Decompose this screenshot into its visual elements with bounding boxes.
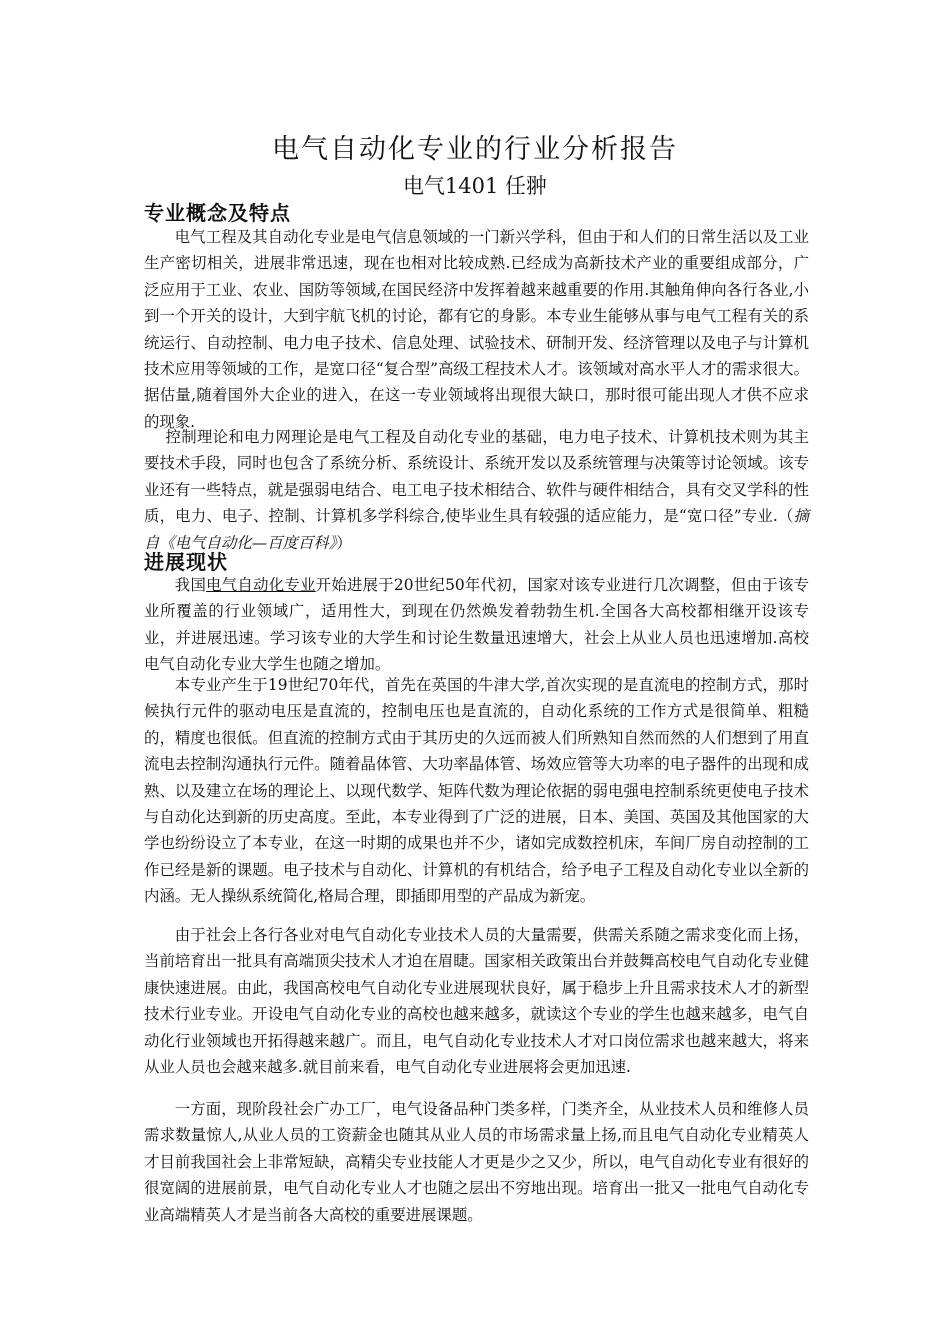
section-heading-progress: 进展现状	[144, 550, 228, 574]
paragraph-concept-1: 电气工程及其自动化专业是电气信息领域的一门新兴学科，但由于和人们的日常生活以及工业生产密切相关，进展非常迅速，现在也相对比较成熟.已经成为高新技术产业的重要组成部分，广泛应用于工业、农业、国防等领域,在国民经济中发挥着越来越重要的作用.其触角伸向各行各业,小到一个开关的设计，大到宇航飞机的讨论，都有它的身影。本专业生能够从事与电气工程有关的系统运行、自动控制、电力电子技术、信息处理、试验技术、研制开发、经济管理以及电子与计算机技术应用等领域的工作，是宽口径“复合型”高级工程技术人才。该领域对高水平人才的需求很大。据估量,随着国外大企业的进入，在这一专业领域将出现很大缺口，那时很可能出现人才供不应求的现象.	[144, 228, 809, 431]
paragraph-concept-2	[144, 424, 809, 556]
citation-close: ）	[336, 533, 352, 552]
paragraph-progress-2: 本专业产生于19世纪70年代，首先在英国的牛津大学,首次实现的是直流电的控制方式，那时候执行元件的驱动电压是直流的，控制电压也是直流的，自动化系统的工作方式是很简单、粗糙的，精度也很低。但直流的控制方式由于其历史的久远而被人们所熟知自然而然的人们想到了用直流电去控制沟通执行元件。随着晶体管、大功率晶体管、场效应管等大功率的电子器件的出现和成熟、以及建立在场的理论上、以现代数学、矩阵代数为理论依据的弱电强电控制系统更使电子技术与自动化达到新的历史高度。至此，本专业得到了广泛的进展，日本、美国、英国及其他国家的大学也纷纷设立了本专业，在这一时期的成果也并不少，诸如完成数控机床，车间厂房自动控制的工作已经是新的课题。电子技术与自动化、计算机的有机结合，给予电子工程及自动化专业以全新的内涵。无人操纵系统简化,格局合理，即插即用型的产品成为新宠。	[144, 676, 809, 906]
document-title: 电气自动化专业的行业分析报告	[272, 134, 678, 165]
paragraph-progress-4: 一方面，现阶段社会广办工厂，电气设备品种门类多样，门类齐全，从业技术人员和维修人员需求数量惊人,从业人员的工资薪金也随其从业人员的市场需求量上扬,而且电气自动化专业精英人才目前我国社会上非常短缺，高精尖专业技能人才更是少之又少，所以，电气自动化专业有很好的很宽阔的进展前景，电气自动化专业人才也随之层出不穷地出现。培育出一批又一批电气自动化专业高端精英人才是当前各大高校的重要进展课题。	[144, 1100, 809, 1224]
paragraph-progress-1-prefix: 我国	[174, 576, 207, 594]
paragraph-progress-3: 由于社会上各行各业对电气自动化专业技术人员的大量需要，供需关系随之需求变化而上扬，当前培育出一批具有高端顶尖技术人才迫在眉睫。国家相关政策出台并鼓舞高校电气自动化专业健康快速进展。由此，我国高校电气自动化专业进展现状良好，属于稳步上升且需求技术人才的新型技术行业专业。开设电气自动化专业的高校也越来越多，就读这个专业的学生也越来越多，电气自动化行业领域也开拓得越来越广。而且，电气自动化专业技术人才对口岗位需求也越来越大，将来从业人员也会越来越多.就目前来看，电气自动化专业进展将会更加迅速.	[144, 926, 809, 1077]
author-line: 电气1401 任翀	[402, 174, 548, 198]
citation-text: 摘自《电气自动化—百度百科》	[144, 507, 809, 552]
electrical-automation-link[interactable]: 电气自动化专业	[206, 576, 316, 594]
paragraph-progress-1	[144, 572, 809, 678]
paragraph-concept-2-text: 控制理论和电力网理论是电气工程及自动化专业的基础，电力电子技术、计算机技术则为其主要技术手段，同时也包含了系统分析、系统设计、系统开发以及系统管理与决策等讨论领域。该专业还有一些特点，就是强弱电结合、电工电子技术相结合、软件与硬件相结合，具有交叉学科的性质，电力、电子、控制、计算机多学科综合,使毕业生具有较强的适应能力，是“宽口径”专业.（	[144, 428, 809, 526]
paragraph-progress-1-text: 开始进展于20世纪50年代初，国家对该专业进行几次调整，但由于该专业所覆盖的行业领域广，适用性大，到现在仍然焕发着勃勃生机.全国各大高校都相继开设该专业，并进展迅速。学习该专业的大学生和讨论生数量迅速增大，社会上从业人员也迅速增加.高校电气自动化专业大学生也随之增加。	[144, 576, 809, 674]
section-heading-concept: 专业概念及特点	[144, 201, 291, 225]
